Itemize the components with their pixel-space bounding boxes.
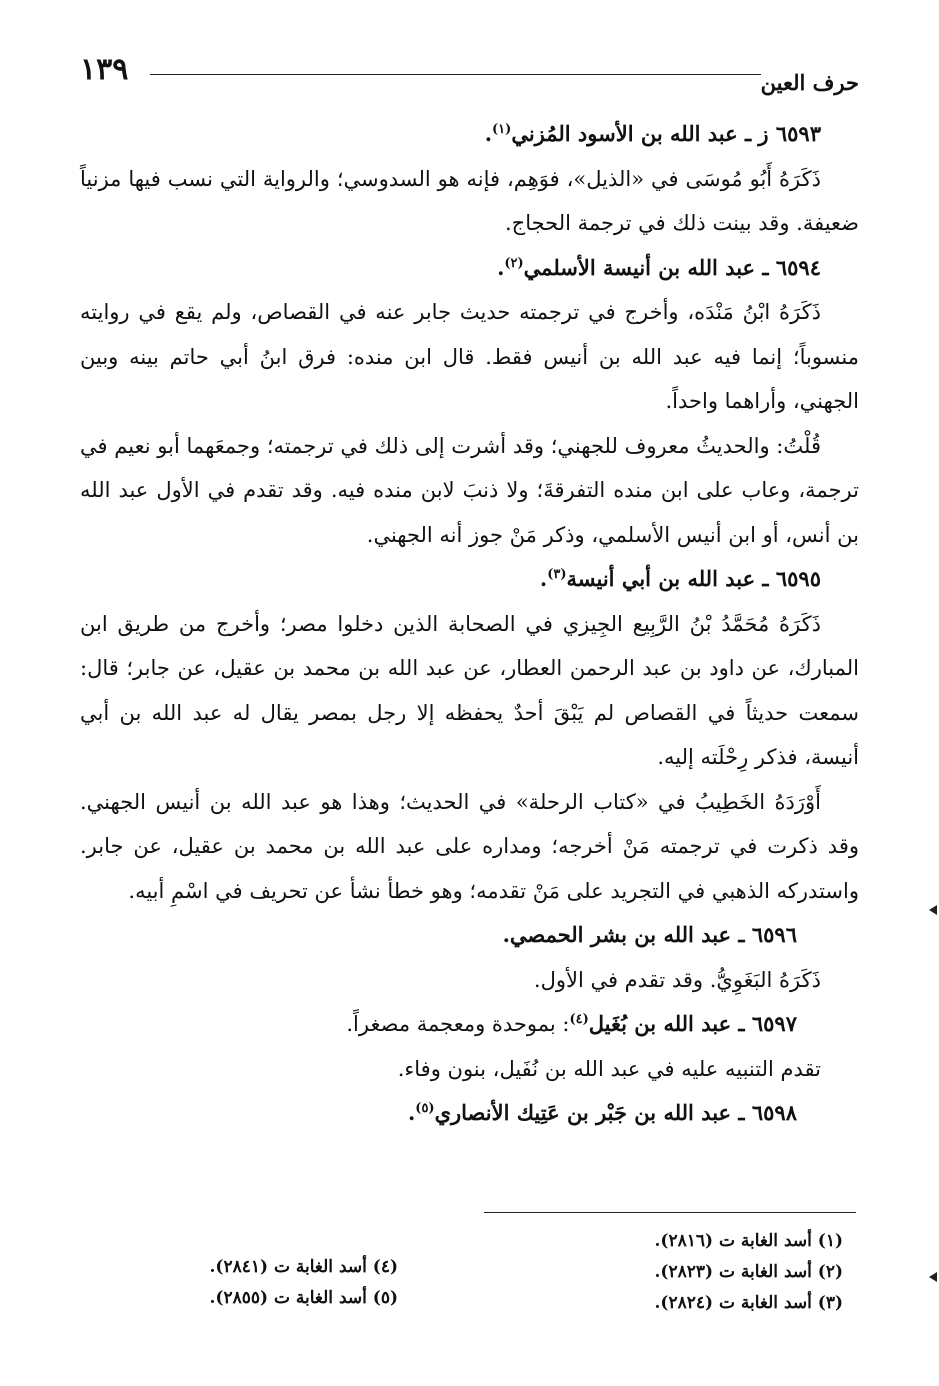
footnote-2: (٢) أسد الغابة ت (٢٨٢٣). [654, 1262, 843, 1282]
entry-paragraph: ذَكَرَهُ أَبُو مُوسَى في «الذيل»، فوَهِم، فإنه هو السدوسي؛ والرواية التي نسب فيها مزنياً ضعيفة. وقد بينت ذلك في ترجمة الحجاج. [80, 166, 859, 235]
entry-paragraph: ذَكَرَهُ البَغَوِيُّ. وقد تقدم في الأول. [533, 967, 821, 992]
footnotes-column-right [583, 1226, 843, 1319]
footnote-4: (٤) أسد الغابة ت (٢٨٤١). [209, 1257, 398, 1277]
entry-paragraph: أَوْرَدَهُ الخَطِيبُ في «كتاب الرحلة» في الحديث؛ وهذا هو عبد الله بن أنيس الجهني. وقد ذكرت في ترجمته مَنْ أخرجه؛ ومداره على عبد الله بن محمد بن عقيل، عن جابر. واستدركه الذهبي في التجريد على مَنْ تقدمه؛ وهو خطأ نشأ عن تحريف في اسْمِ أبيه. [80, 789, 859, 903]
running-title: حرف العين [760, 70, 859, 95]
margin-arrow-mark [929, 1272, 937, 1282]
main-text [80, 112, 859, 1136]
entry-title-text: ٦٥٩٤ ـ عبد الله بن أنيسة الأسلمي [523, 254, 821, 280]
entry-title-6595 [80, 557, 859, 602]
footnote-ref: (١) [492, 122, 512, 137]
entry-paragraph: قُلْتُ: والحديثُ معروف للجهني؛ وقد أشرت إلى ذلك في ترجمته؛ وجمعَهما أبو نعيم في ترجمة، وعاب على ابن منده التفرقةَ؛ ولا ذنبَ لابن منده فيه. وقد تقدم في الأول عبد الله بن أنس، أو ابن أنيس الأسلمي، وذكر مَنْ جوز أنه الجهني. [80, 433, 859, 547]
entry-paragraph: ذَكَرَهُ مُحَمَّدُ بْنُ الرَّبِيع الجِيزي في الصحابة الذين دخلوا مصر؛ وأخرج من طريق ابن المبارك، عن داود بن عبد الرحمن العطار، عن عبد الله بن محمد بن عقيل، عن جابر؛ قال: سمعت حديثاً في القصاص لم يَبْقَ أحدٌ يحفظه إلا رجل بمصر يقال له عبد الله بن أبي أنيسة، فذكر رِحْلَته إليه. [80, 611, 859, 769]
entry-title-text: ٦٥٩٧ ـ عبد الله بن بُغَيل [588, 1011, 797, 1036]
header-rule [150, 74, 761, 75]
page-header [80, 52, 859, 96]
footnote-ref: (٥) [415, 1101, 435, 1116]
entry-title-6593 [80, 112, 859, 157]
entry-title-text: ٦٥٩٥ ـ عبد الله بن أبي أنيسة [566, 566, 821, 591]
footnote-ref: (٢) [504, 255, 524, 271]
entry-title-end: . [497, 254, 505, 280]
footnote-3: (٣) أسد الغابة ت (٢٨٢٤). [654, 1293, 843, 1313]
page-number: ١٣٩ [80, 52, 129, 87]
entry-title-end: . [407, 1100, 416, 1125]
entry-title-end: . [484, 121, 493, 146]
entry-title-rest: : بموحدة ومعجمة مصغراً. [346, 1012, 570, 1036]
footnotes-column-left [178, 1252, 398, 1314]
footnote-ref: (٤) [569, 1012, 589, 1027]
entry-paragraph: تقدم التنبيه عليه في عبد الله بن نُفَيل، بنون وفاء. [397, 1056, 821, 1081]
entry-paragraph: ذَكَرَهُ ابْنُ مَنْدَه، وأخرج في ترجمته حديث جابر عنه في القصاص، ولم يقع في روايته منسوباً؛ إنما فيه عبد الله بن أنيس فقط. قال ابن منده: فرق ابنُ أبي حاتم بينه وبين الجهني، وأراهما واحداً. [80, 300, 859, 413]
entry-title-6594 [80, 246, 859, 291]
entry-title-text: ٦٥٩٣ ز ـ عبد الله بن الأسود المُزني [511, 121, 821, 146]
footnote-5: (٥) أسد الغابة ت (٢٨٥٥). [209, 1288, 398, 1308]
entry-title-6596: ٦٥٩٦ ـ عبد الله بن بشر الحمصي. [502, 922, 797, 947]
entry-title-6598 [80, 1091, 797, 1136]
entry-title-end: . [539, 566, 548, 591]
margin-arrow-mark [929, 905, 937, 915]
entry-title-6597 [80, 1002, 797, 1047]
footnote-1: (١) أسد الغابة ت (٢٨١٦). [654, 1231, 843, 1251]
entry-title-text: ٦٥٩٨ ـ عبد الله بن جَبْر بن عَتِيك الأنصاري [434, 1100, 797, 1125]
footnote-rule [484, 1212, 856, 1213]
footnote-ref: (٣) [547, 567, 567, 582]
